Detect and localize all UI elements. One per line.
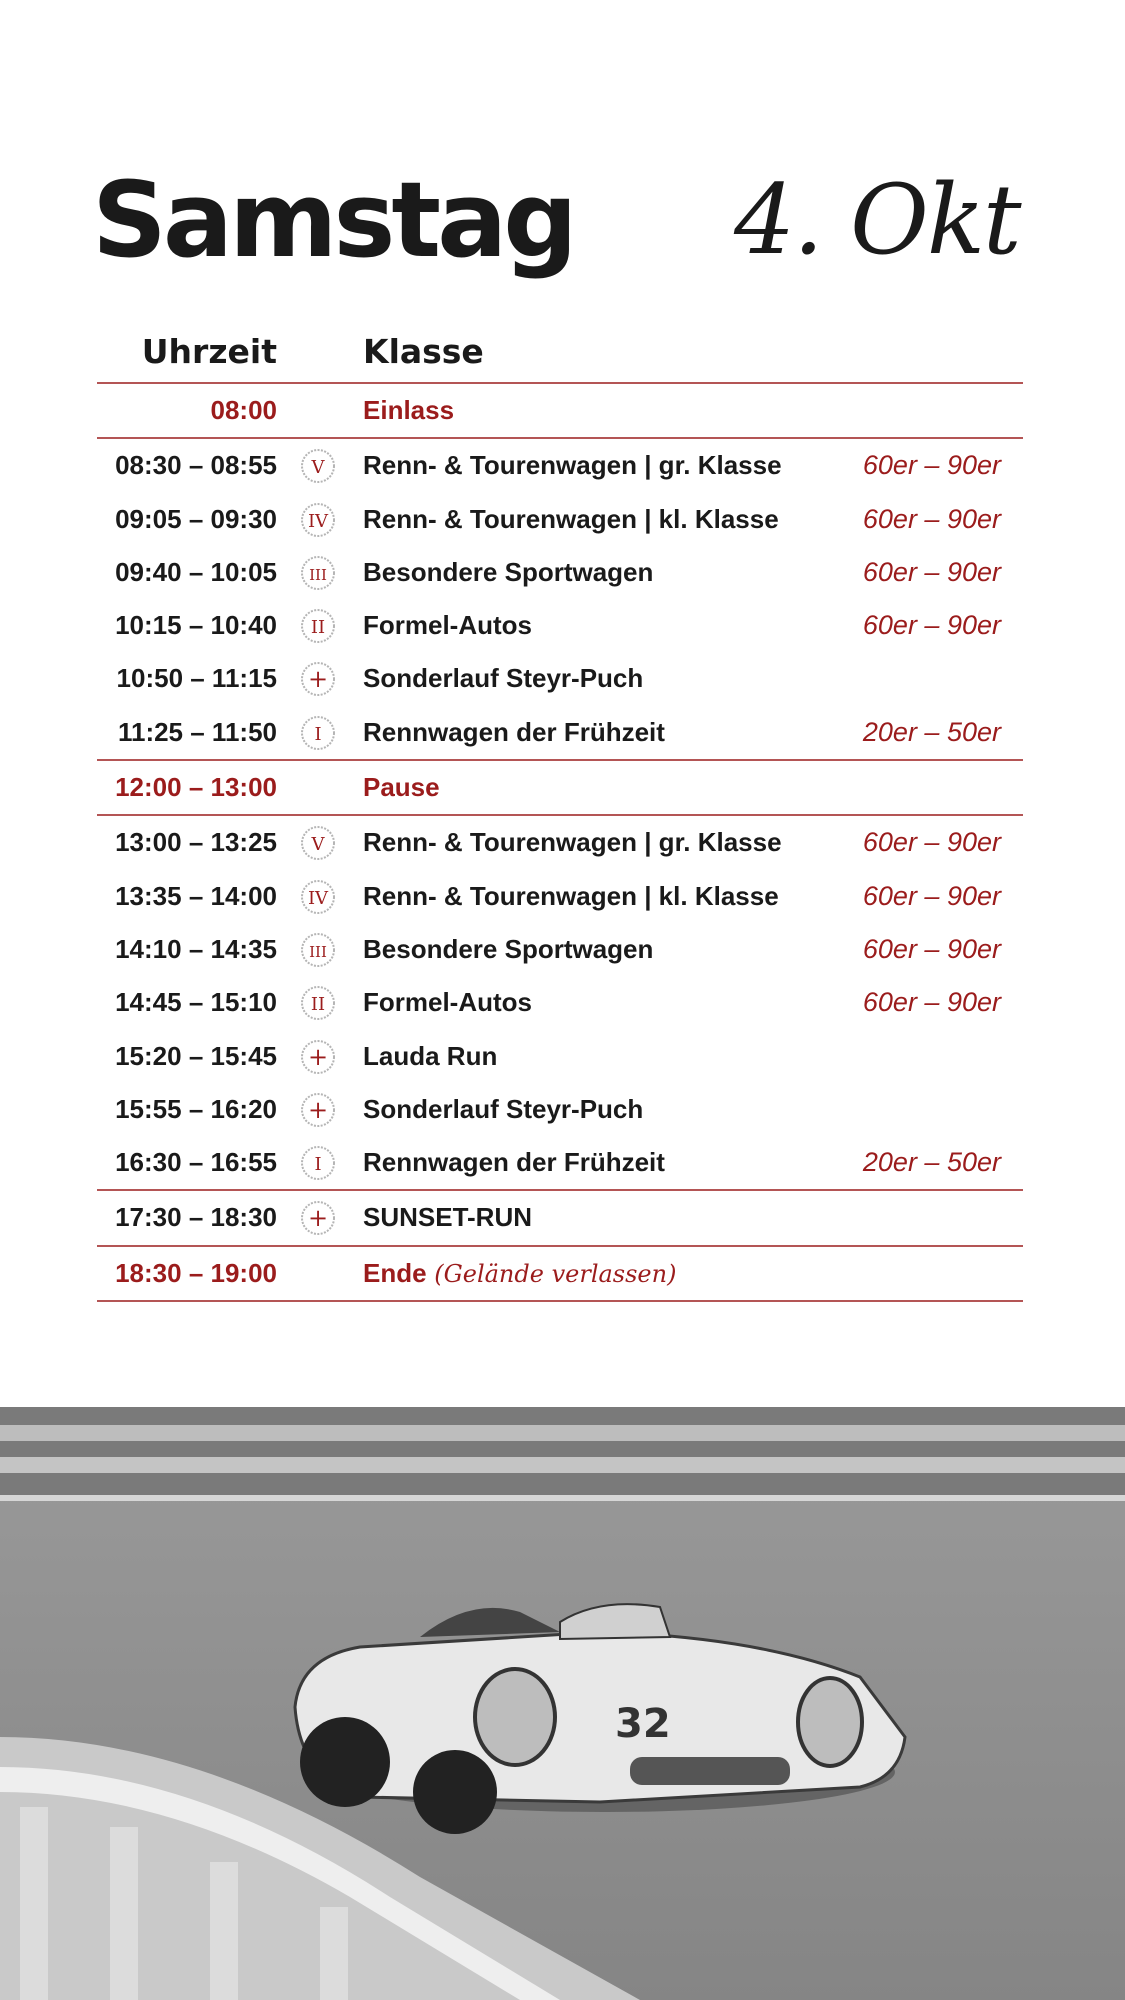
row-time: 10:15 – 10:40 <box>115 610 277 641</box>
class-number-icon <box>300 985 336 1021</box>
row-era: 60er – 90er <box>862 880 1001 911</box>
row-class: Rennwagen der Frühzeit <box>363 716 665 747</box>
row-time: 14:10 – 14:35 <box>115 933 277 964</box>
schedule-row <box>97 1083 1023 1136</box>
schedule-row <box>97 1030 1023 1083</box>
class-number-icon <box>300 608 336 644</box>
badge-label: + <box>307 1042 329 1071</box>
schedule-row <box>97 546 1023 599</box>
row-era: 60er – 90er <box>862 503 1001 534</box>
row-era: 20er – 50er <box>862 1147 1001 1178</box>
row-time: 10:50 – 11:15 <box>116 663 277 694</box>
title-day: Samstag <box>92 159 574 281</box>
row-era: 60er – 90er <box>862 933 1001 964</box>
row-time: 12:00 – 13:00 <box>115 772 277 803</box>
race-car-photo <box>0 1407 1125 2000</box>
schedule-row <box>97 923 1023 976</box>
row-time: 16:30 – 16:55 <box>115 1147 277 1178</box>
row-era: 60er – 90er <box>862 450 1001 481</box>
special-run-icon <box>300 1039 336 1075</box>
special-run-icon <box>300 1092 336 1128</box>
class-number-icon <box>300 448 336 484</box>
schedule-row <box>97 652 1023 705</box>
schedule-row <box>97 706 1023 759</box>
row-class: Formel-Autos <box>363 987 532 1018</box>
row-class: Einlass <box>363 395 455 425</box>
row-class: Pause <box>363 772 440 803</box>
badge-label: IV <box>307 887 329 909</box>
row-note: (Gelände verlassen) <box>426 1259 677 1288</box>
badge-label: III <box>309 565 327 584</box>
badge-label: III <box>309 942 327 961</box>
row-time: 09:05 – 09:30 <box>115 503 277 534</box>
title-date: 4. Okt <box>734 164 1020 276</box>
badge-label: II <box>310 994 326 1016</box>
badge-label: I <box>314 1154 322 1176</box>
row-time: 18:30 – 19:00 <box>115 1257 277 1288</box>
row-era: 60er – 90er <box>862 987 1001 1018</box>
car-number: 32 <box>615 1701 671 1747</box>
row-class: Renn- & Tourenwagen | gr. Klasse <box>363 827 782 858</box>
schedule-row <box>97 493 1023 546</box>
row-class: Lauda Run <box>363 1040 498 1071</box>
badge-label: + <box>307 1095 329 1124</box>
row-class: Renn- & Tourenwagen | kl. Klasse <box>363 503 779 534</box>
row-class: Besondere Sportwagen <box>363 933 654 964</box>
schedule-row <box>97 816 1023 869</box>
special-run-icon <box>300 1200 336 1236</box>
schedule-table <box>97 326 1023 1302</box>
special-run-icon <box>300 661 336 697</box>
row-time: 17:30 – 18:30 <box>115 1202 277 1233</box>
row-time: 13:35 – 14:00 <box>115 880 277 911</box>
row-time: 11:25 – 11:50 <box>117 716 277 747</box>
row-time: 13:00 – 13:25 <box>115 827 277 858</box>
row-era: 60er – 90er <box>862 610 1001 641</box>
schedule-rows <box>97 382 1023 1302</box>
row-class: Besondere Sportwagen <box>363 556 654 587</box>
row-time: 15:55 – 16:20 <box>115 1093 277 1124</box>
header-class: Klasse <box>363 332 484 371</box>
row-class: Sonderlauf Steyr-Puch <box>363 1093 644 1124</box>
class-number-icon <box>300 825 336 861</box>
class-number-icon <box>300 879 336 915</box>
row-class: SUNSET-RUN <box>363 1202 533 1233</box>
row-class: Formel-Autos <box>363 610 532 641</box>
row-era: 20er – 50er <box>862 716 1001 747</box>
class-number-icon <box>300 932 336 968</box>
badge-label: V <box>311 457 325 479</box>
schedule-row <box>97 976 1023 1029</box>
schedule-row <box>97 1136 1023 1189</box>
schedule-row <box>97 761 1023 814</box>
table-header <box>97 326 1023 382</box>
row-time: 08:00 <box>210 395 277 425</box>
row-class: Sonderlauf Steyr-Puch <box>363 663 644 694</box>
schedule-row <box>97 599 1023 652</box>
row-class: Rennwagen der Frühzeit <box>363 1147 665 1178</box>
schedule-row <box>97 384 1023 437</box>
row-time: 08:30 – 08:55 <box>115 450 277 481</box>
badge-label: IV <box>307 510 329 532</box>
class-number-icon <box>300 502 336 538</box>
row-class: Renn- & Tourenwagen | gr. Klasse <box>363 450 782 481</box>
row-class: Renn- & Tourenwagen | kl. Klasse <box>363 880 779 911</box>
schedule-row <box>97 1247 1023 1300</box>
row-class: Ende (Gelände verlassen) <box>363 1257 677 1288</box>
badge-label: + <box>307 1204 329 1233</box>
row-time: 14:45 – 15:10 <box>115 987 277 1018</box>
row-time: 15:20 – 15:45 <box>115 1040 277 1071</box>
page-title <box>92 150 1052 290</box>
class-number-icon <box>300 1145 336 1181</box>
class-number-icon <box>300 715 336 751</box>
badge-label: II <box>310 617 326 639</box>
class-number-icon <box>300 555 336 591</box>
badge-label: I <box>314 723 322 745</box>
schedule-row <box>97 439 1023 492</box>
row-era: 60er – 90er <box>862 827 1001 858</box>
badge-label: + <box>307 665 329 694</box>
schedule-row <box>97 1191 1023 1244</box>
row-era: 60er – 90er <box>862 556 1001 587</box>
badge-label: V <box>311 834 325 856</box>
row-time: 09:40 – 10:05 <box>115 556 277 587</box>
schedule-row <box>97 870 1023 923</box>
header-time: Uhrzeit <box>141 332 277 371</box>
row-divider <box>97 1300 1023 1302</box>
